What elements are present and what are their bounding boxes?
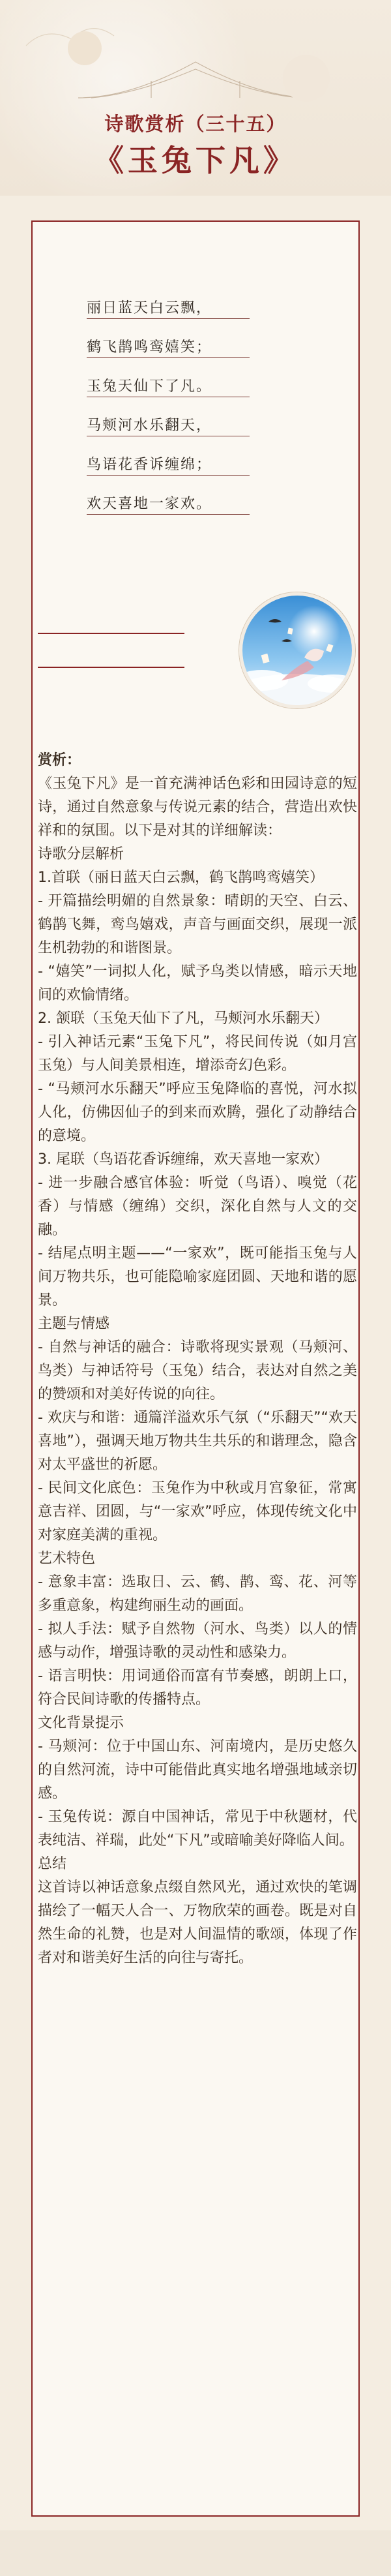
poem-line: 丽日蓝天白云飘，: [87, 297, 212, 317]
paragraph: - 马颊河：位于中国山东、河南境内，是历史悠久的自然河流，诗中可能借此真实地名增强地域亲切感。: [38, 1738, 357, 1802]
subtitle: 诗歌赏析（三十五）: [104, 113, 287, 135]
poem-line: 马颊河水乐翻天，: [87, 414, 212, 434]
paragraph: - “嬉笑”一词拟人化，赋予鸟类以情感，暗示天地间的欢愉情绪。: [38, 963, 357, 1003]
paragraph: - 开篇描绘明媚的自然景象：晴朗的天空、白云、鹤鹊飞舞，鸾鸟嬉戏，声音与画面交织，展现一派生机勃勃的和谐图景。: [38, 893, 357, 956]
paragraph: 2. 颔联（玉兔天仙下了凡，马颊河水乐翻天）: [38, 1010, 328, 1027]
paragraph: - 拟人手法：赋予自然物（河水、鸟类）以人的情感与动作，增强诗歌的灵动性和感染力。: [38, 1621, 357, 1661]
paragraph: - “马颊河水乐翻天”呼应玉兔降临的喜悦，河水拟人化，仿佛因仙子的到来而欢腾，强化了动静结合的意境。: [38, 1081, 357, 1144]
footer-strip: [0, 2530, 391, 2576]
paragraph: - 欢庆与和谐：通篇洋溢欢乐气氛（“乐翻天”“欢天喜地”），强调天地万物共生共乐的和谐理念，隐含对太平盛世的祈愿。: [38, 1410, 357, 1473]
paragraph: 艺术特色: [38, 1551, 96, 1567]
paragraph: 总结: [38, 1856, 67, 1872]
paragraph: 这首诗以神话意象点缀自然风光，通过欢快的笔调描绘了一幅天人合一、万物欣荣的画卷。既是对自然生命的礼赞，也是对人间温情的歌颂，体现了作者对和谐美好生活的向往与寄托。: [38, 1879, 357, 1966]
poem-line: 鹤飞鹊鸣鸾嬉笑；: [87, 336, 212, 356]
divider: [38, 633, 184, 634]
paragraph: 3. 尾联（鸟语花香诉缠绵，欢天喜地一家欢）: [38, 1151, 328, 1168]
paragraph: 《玉兔下凡》是一首充满神话色彩和田园诗意的短诗，通过自然意象与传说元素的结合，营造出欢快祥和的氛围。以下是对其的详细解读：: [38, 776, 357, 839]
paragraph: - 引入神话元素“玉兔下凡”，将民间传说（如月宫玉兔）与人间美景相连，增添奇幻色彩。: [38, 1034, 357, 1074]
paragraph: - 意象丰富：选取日、云、鹤、鹊、鸾、花、河等多重意象，构建绚丽生动的画面。: [38, 1574, 357, 1614]
paragraph: 文化背景提示: [38, 1715, 124, 1731]
paragraph: 1.首联（丽日蓝天白云飘，鹤飞鹊鸣鸾嬉笑）: [38, 870, 324, 886]
paragraph: - 玉兔传说：源自中国神话，常见于中秋题材，代表纯洁、祥瑞，此处“下凡”或暗喻美好降临人间。: [38, 1809, 357, 1849]
paragraph: - 自然与神话的融合：诗歌将现实景观（马颊河、鸟类）与神话符号（玉兔）结合，表达对自然之美的赞颂和对美好传说的向往。: [38, 1339, 357, 1402]
pavilion-roof-icon: [0, 0, 391, 111]
poem-line: 鸟语花香诉缠绵；: [87, 453, 212, 474]
divider: [38, 667, 184, 668]
paragraph: 主题与情感: [38, 1316, 110, 1332]
page-title: 《玉兔下凡》: [94, 143, 297, 178]
paragraph: 诗歌分层解析: [38, 846, 124, 862]
moon-rabbit-illustration: [239, 592, 355, 708]
appreciation-text: [38, 749, 357, 1970]
paragraph: - 民间文化底色：玉兔作为中秋或月宫象征，常寓意吉祥、团圆，与“一家欢”呼应，体现传统文化中对家庭美满的重视。: [38, 1480, 357, 1543]
paragraph: - 结尾点明主题——“一家欢”，既可能指玉兔与人间万物共乐，也可能隐喻家庭团圆、天地和谐的愿景。: [38, 1245, 357, 1309]
paragraph: - 语言明快：用词通俗而富有节奏感，朗朗上口，符合民间诗歌的传播特点。: [38, 1668, 357, 1708]
poem-line: 玉兔天仙下了凡。: [87, 375, 212, 395]
section-heading: 赏析：: [38, 752, 81, 768]
paragraph: - 进一步融合感官体验：听觉（鸟语）、嗅觉（花香）与情感（缠绵）交织，深化自然与人文的交融。: [38, 1175, 357, 1238]
poem-line: 欢天喜地一家欢。: [87, 492, 212, 513]
header-banner: [0, 0, 391, 196]
